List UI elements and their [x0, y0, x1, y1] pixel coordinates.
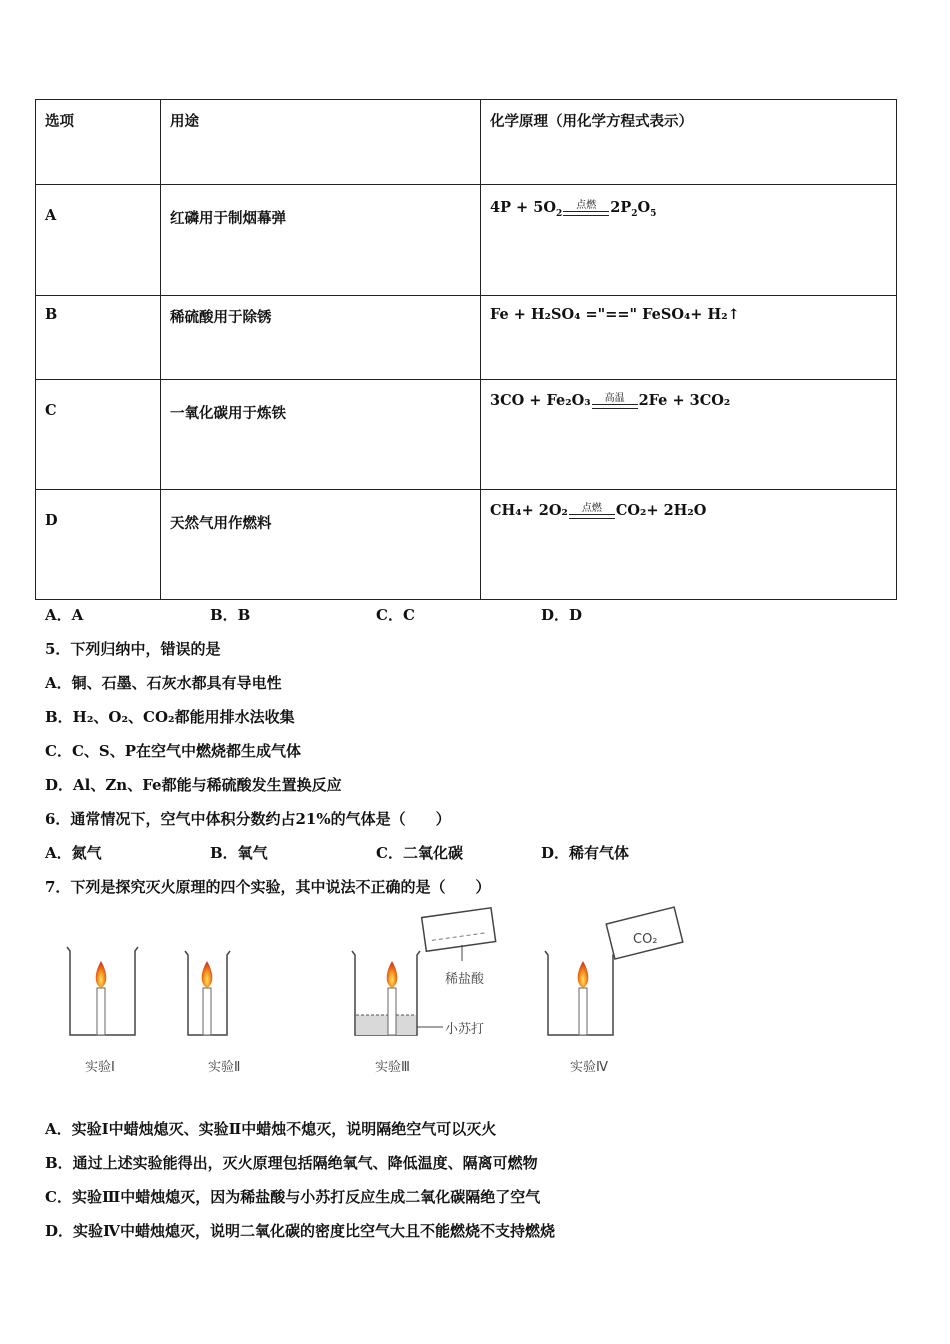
q7-stem: 7．下列是探究灭火原理的四个实验，其中说法不正确的是（ ）: [45, 878, 491, 896]
baking-soda-label: 小苏打: [445, 1022, 485, 1037]
q4-option-a[interactable]: A．A: [45, 606, 84, 624]
table-row: [36, 380, 897, 490]
figure-label-3: 实验Ⅲ: [375, 1060, 410, 1075]
q5-stem: 5．下列归纳中，错误的是: [45, 640, 221, 658]
acid-label: 稀盐酸: [445, 972, 485, 987]
table-row: [36, 296, 897, 380]
eq-right-sub: 5: [650, 208, 657, 219]
beaker-2: [185, 951, 230, 1035]
eq-left-sub: 2: [555, 208, 563, 219]
header-option: 选项: [36, 100, 161, 185]
row-equation: [481, 185, 897, 296]
row-option: B: [36, 296, 161, 380]
table-row: [36, 185, 897, 296]
eq-right: CO₂+ 2H₂O: [615, 502, 707, 519]
q7-option-d[interactable]: D．实验Ⅳ中蜡烛熄灭，说明二氧化碳的密度比空气大且不能燃烧不支持燃烧: [45, 1222, 556, 1240]
q6-option-b[interactable]: B．氧气: [210, 844, 268, 862]
row-equation: Fe + H₂SO₄ ="==" FeSO₄+ H₂↑: [481, 296, 897, 380]
eq-right-sub: 2: [631, 208, 638, 219]
q6-option-a[interactable]: A．氮气: [45, 844, 102, 862]
flame-icon: [387, 961, 398, 988]
row-use: 稀硫酸用于除锈: [161, 296, 481, 380]
row-option: D: [36, 490, 161, 600]
q5-option-c[interactable]: C．C、S、P在空气中燃烧都生成气体: [45, 742, 301, 760]
eq-left: 3CO + Fe₂O₃: [490, 392, 591, 409]
beaker-1: [67, 947, 138, 1035]
row-use: 一氧化碳用于炼铁: [161, 380, 481, 490]
experiment-figure: [55, 905, 695, 1085]
figure-label-2: 实验Ⅱ: [208, 1060, 241, 1075]
equals-bar: [563, 211, 609, 216]
row-equation: [481, 380, 897, 490]
row-option: A: [36, 185, 161, 296]
equals-bar: [592, 404, 638, 409]
header-principle: 化学原理（用化学方程式表示）: [481, 100, 897, 185]
row-use: 天然气用作燃料: [161, 490, 481, 600]
q6-option-c[interactable]: C．二氧化碳: [376, 844, 463, 862]
eq-left: 4P + 5O: [490, 199, 556, 216]
q5-option-b[interactable]: B．H₂、O₂、CO₂都能用排水法收集: [45, 708, 295, 726]
reaction-condition: [592, 394, 638, 409]
row-equation: [481, 490, 897, 600]
q5-option-a[interactable]: A．铜、石墨、石灰水都具有导电性: [45, 674, 282, 692]
flame-icon: [96, 961, 107, 988]
eq-left: CH₄+ 2O₂: [490, 502, 568, 519]
q6-stem: 6．通常情况下，空气中体积分数约占21%的气体是（ ）: [45, 810, 451, 828]
header-use: 用途: [161, 100, 481, 185]
row-use: 红磷用于制烟幕弹: [161, 185, 481, 296]
reaction-condition: [563, 201, 609, 216]
q5-option-d[interactable]: D．Al、Zn、Fe都能与稀硫酸发生置换反应: [45, 776, 342, 794]
co2-label: CO₂: [633, 932, 658, 947]
q4-option-b[interactable]: B．B: [210, 606, 251, 624]
q6-option-d[interactable]: D．稀有气体: [541, 844, 630, 862]
q4-option-d[interactable]: D．D: [541, 606, 583, 624]
chem-table: [35, 99, 897, 600]
q4-option-c[interactable]: C．C: [376, 606, 415, 624]
eq-right: 2Fe + 3CO₂: [638, 392, 731, 409]
reaction-condition: [569, 504, 615, 519]
flame-icon: [578, 961, 589, 988]
figure-label-4: 实验Ⅳ: [570, 1060, 608, 1075]
condition-label: 高温: [604, 392, 625, 404]
beaker-4: [545, 907, 683, 1035]
table-header-row: [36, 100, 897, 185]
acid-container: [422, 908, 496, 951]
row-option: C: [36, 380, 161, 490]
q7-option-c[interactable]: C．实验Ⅲ中蜡烛熄灭，因为稀盐酸与小苏打反应生成二氧化碳隔绝了空气: [45, 1188, 541, 1206]
condition-label: 点燃: [581, 502, 602, 514]
table-row: [36, 490, 897, 600]
q7-option-a[interactable]: A．实验Ⅰ中蜡烛熄灭、实验Ⅱ中蜡烛不熄灭，说明隔绝空气可以灭火: [45, 1120, 497, 1138]
figure-label-1: 实验Ⅰ: [85, 1060, 115, 1075]
flame-icon: [202, 961, 213, 988]
eq-right: 2P: [610, 199, 632, 216]
condition-label: 点燃: [576, 199, 597, 211]
q7-option-b[interactable]: B．通过上述实验能得出，灭火原理包括隔绝氧气、降低温度、隔离可燃物: [45, 1154, 538, 1172]
eq-right-mid: O: [637, 199, 651, 216]
equals-bar: [569, 514, 615, 519]
